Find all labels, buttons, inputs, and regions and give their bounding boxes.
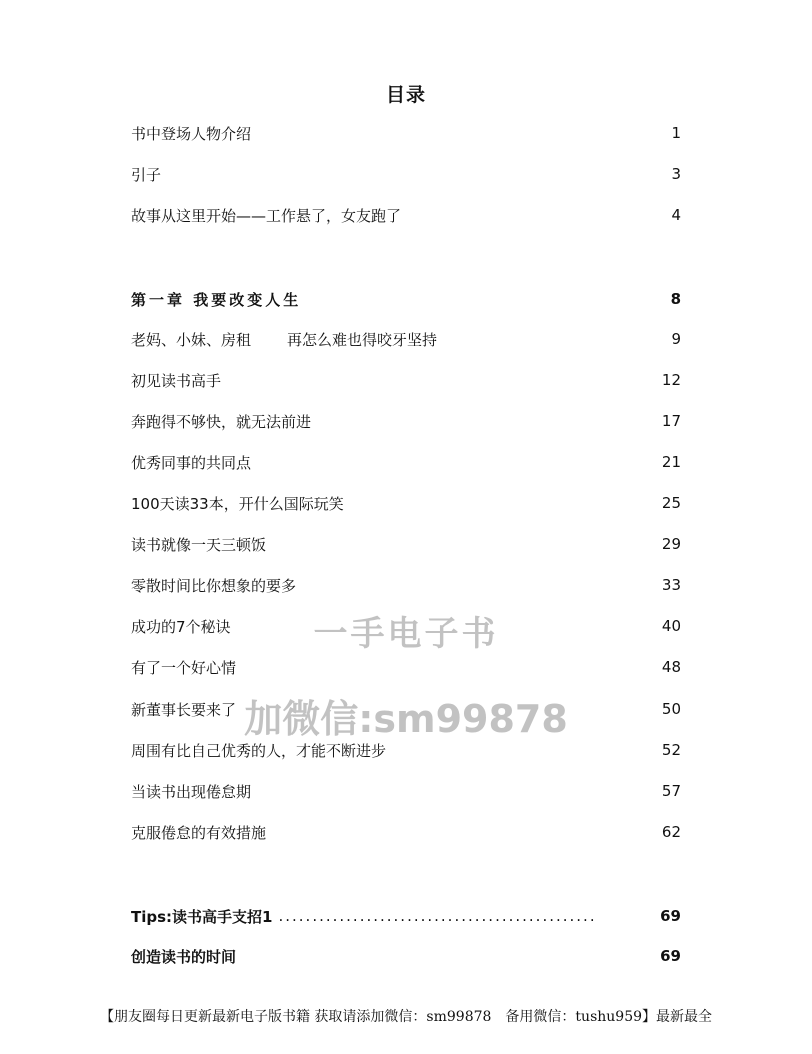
toc-chapter-heading[interactable]	[131, 287, 681, 311]
toc-entry-label: 当读书出现倦怠期	[131, 782, 252, 801]
watermark-line-2: 加微信:sm99878	[244, 697, 568, 741]
toc-entry-label: 优秀同事的共同点	[131, 453, 252, 472]
toc-entry-label: 周围有比自己优秀的人，才能不断进步	[131, 741, 387, 760]
toc-tips-heading[interactable]	[131, 904, 681, 928]
toc-entry-label: 奔跑得不够快，就无法前进	[131, 412, 312, 431]
toc-entry-page: 21	[661, 453, 681, 471]
toc-entry[interactable]	[131, 491, 681, 515]
toc-entry[interactable]	[131, 121, 681, 145]
toc-entry-page: 33	[661, 576, 681, 594]
toc-section-label: 创造读书的时间	[131, 947, 237, 966]
toc-entry[interactable]	[131, 327, 681, 351]
toc-entry[interactable]	[131, 162, 681, 186]
toc-entry-page: 52	[661, 741, 681, 759]
toc-entry[interactable]	[131, 450, 681, 474]
toc-entry-label: 故事从这里开始——工作悬了，女友跑了	[131, 206, 402, 225]
toc-entry-label: 读书就像一天三顿饭	[131, 535, 267, 554]
toc-entry-page: 9	[671, 330, 681, 348]
toc-section-page: 69	[660, 947, 681, 965]
toc-tips-page: 69	[660, 907, 681, 925]
toc-section-heading[interactable]	[131, 944, 681, 968]
toc-entry-label-part1: 老妈、小妹、房租	[131, 330, 252, 349]
toc-entry-label: 新董事长要来了	[131, 700, 237, 719]
toc-entry-page: 17	[661, 412, 681, 430]
toc-entry-page: 25	[661, 494, 681, 512]
toc-dot-leader: ...............................................	[278, 907, 597, 925]
toc-entry-page: 29	[661, 535, 681, 553]
toc-entry[interactable]	[131, 655, 681, 679]
toc-entry-label: 书中登场人物介绍	[131, 124, 252, 143]
toc-entry-page: 4	[671, 206, 681, 224]
toc-entry-label-part2: 再怎么难也得咬牙坚持	[287, 330, 438, 349]
toc-entry-page: 48	[661, 658, 681, 676]
toc-entry-page: 3	[671, 165, 681, 183]
toc-title: 目录	[385, 84, 426, 106]
toc-entry[interactable]	[131, 368, 681, 392]
toc-entry-label: 初见读书高手	[131, 371, 222, 390]
toc-entry[interactable]	[131, 573, 681, 597]
toc-entry-page: 1	[671, 124, 681, 142]
toc-entry-page: 57	[661, 782, 681, 800]
watermark-line-1: 一手电子书	[313, 614, 499, 654]
toc-entry-label: 零散时间比你想象的要多	[131, 576, 297, 595]
toc-chapter-label: 第一章 我要改变人生	[131, 290, 302, 309]
toc-entry-page: 12	[661, 371, 681, 389]
toc-entry[interactable]	[131, 820, 681, 844]
toc-entry[interactable]	[131, 409, 681, 433]
toc-entry-label: 100天读33本，开什么国际玩笑	[131, 494, 344, 513]
toc-entry[interactable]	[131, 532, 681, 556]
toc-entry-label: 引子	[131, 165, 162, 184]
toc-entry-page: 50	[661, 700, 681, 718]
toc-tips-label: Tips:读书高手支招1	[131, 907, 273, 926]
toc-entry[interactable]	[131, 779, 681, 803]
toc-chapter-page: 8	[670, 290, 681, 308]
toc-entry-label: 克服倦怠的有效措施	[131, 823, 267, 842]
toc-entry-label: 成功的7个秘诀	[131, 617, 231, 636]
toc-entry-label	[131, 329, 437, 350]
toc-entry-page: 62	[661, 823, 681, 841]
footer-banner: 【朋友圈每日更新最新电子版书籍 获取请添加微信：sm99878 备用微信：tushu959】最新最全	[99, 1009, 713, 1025]
toc-entry-page: 40	[661, 617, 681, 635]
toc-entry[interactable]	[131, 203, 681, 227]
toc-entry-label: 有了一个好心情	[131, 658, 237, 677]
